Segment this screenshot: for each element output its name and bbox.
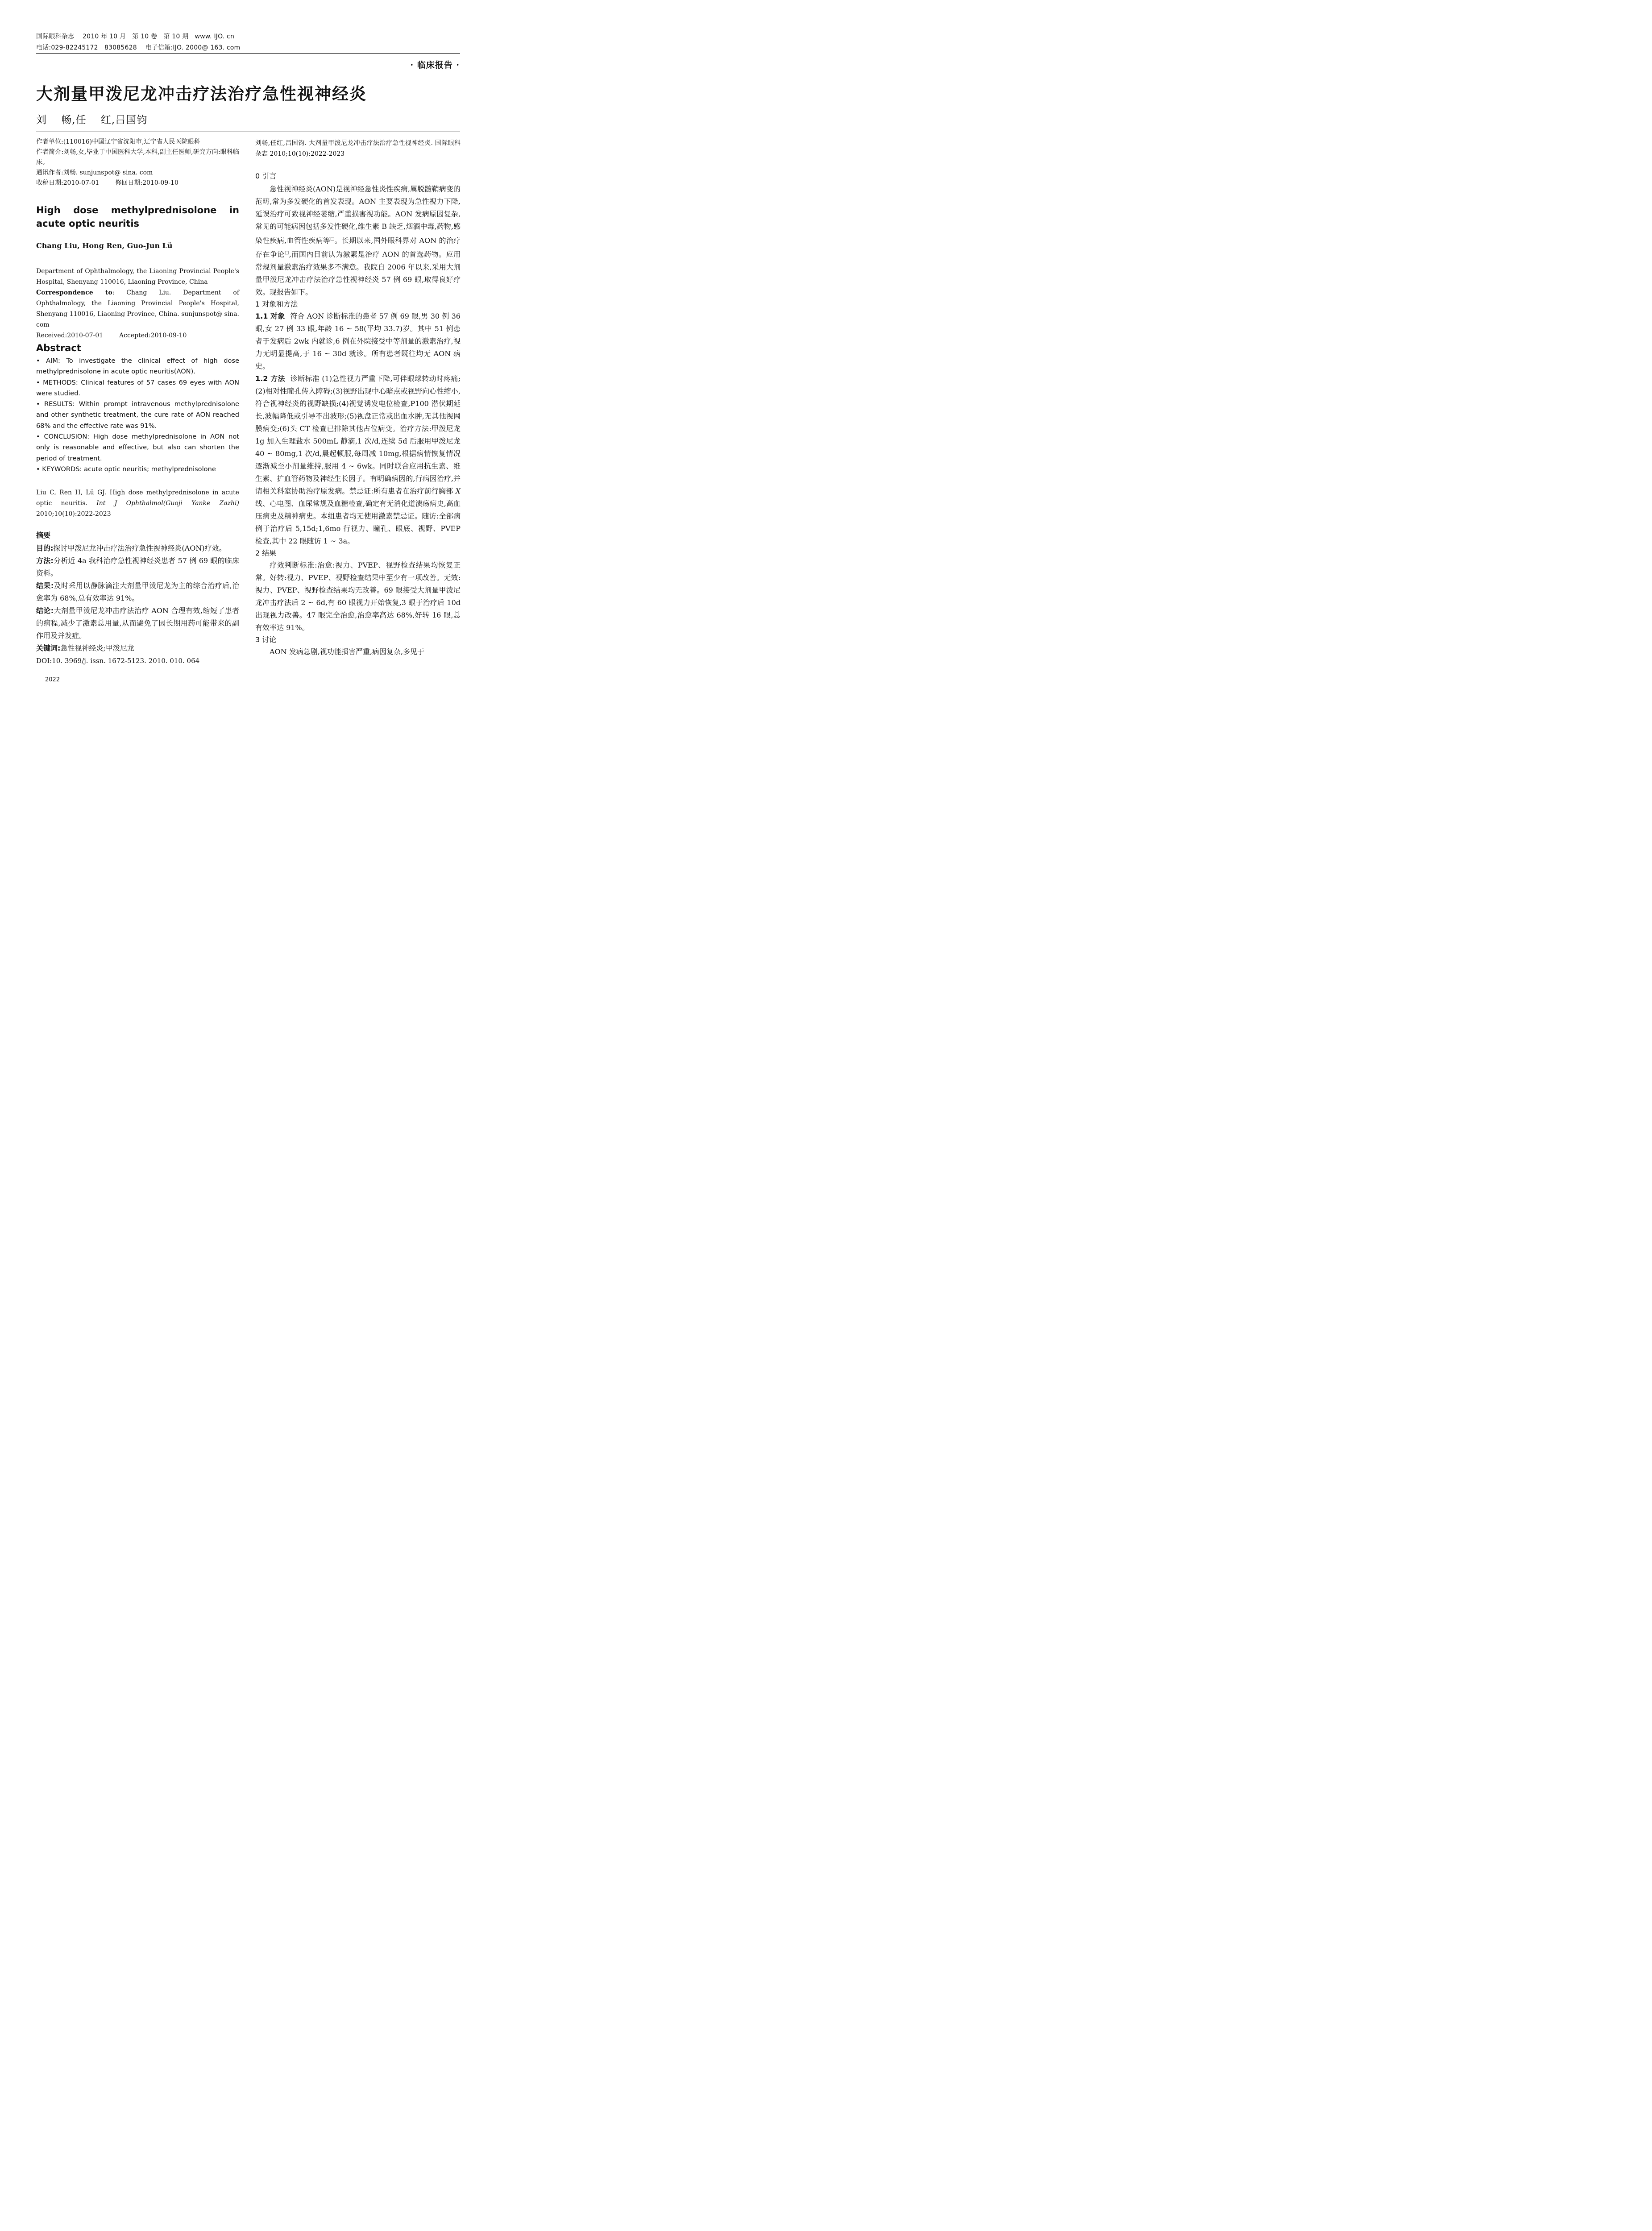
received-date-cn: 收稿日期:2010-07-01 (36, 179, 100, 187)
english-title: High dose methylprednisolone in acute optic neuritis (36, 205, 239, 229)
section-1-1-text: 符合 AON 诊断标准的患者 57 例 69 眼,男 30 例 36 眼,女 27 例 33 眼,年龄 16 ~ 58(平均 33.7)岁。其中 51 例患者于发病后 2wk 内就诊,6 例在外院接受中等剂量的激素治疗,视力无明显提高,于 16 ~ 30d 就诊。所有患者既往均无 AON 病史。 (255, 311, 461, 370)
citation-mark: □ (284, 250, 289, 256)
english-citation (36, 487, 239, 519)
english-citation-pre: Liu C, Ren H, Lü GJ. High dose methylprednisolone in acute optic neuritis. (36, 489, 239, 507)
english-dates (36, 330, 239, 341)
correspondence-label: Correspondence to (36, 289, 112, 296)
english-affiliation: Department of Ophthalmology, the Liaoning Provincial People's Hospital, Shenyang 110016, Liaoning Province, China (36, 268, 239, 286)
cn-abstract-keywords (36, 642, 239, 655)
revised-date-cn: 修回日期:2010-09-10 (115, 179, 178, 187)
affiliation-cn: 作者单位:(110016)中国辽宁省沈阳市,辽宁省人民医院眼科 (36, 138, 200, 145)
chinese-abstract-heading: 摘要 (36, 531, 51, 539)
abstract-body (36, 356, 239, 475)
cn-conclusion-text: 大剂量甲泼尼龙冲击疗法治疗 AON 合理有效,缩短了患者的病程,减少了激素总用量,从而避免了因长期用药可能带来的副作用及并发症。 (36, 606, 240, 640)
header-rule (36, 53, 460, 54)
english-citation-post: 2010;10(10):2022-2023 (36, 510, 111, 518)
cn-methods-text: 分析近 4a 我科治疗急性视神经炎患者 57 例 69 眼的临床资料。 (36, 556, 239, 577)
cn-methods-label: 方法: (36, 556, 54, 565)
chinese-abstract (36, 530, 239, 667)
section-0-heading: 0 引言 (255, 172, 277, 180)
section-1-2-label: 1.2 方法 (255, 374, 285, 383)
corresponding-author-cn: 通讯作者:刘畅. sunjunspot@ sina. com (36, 169, 153, 176)
correspondence-text: : Chang Liu. Department of Ophthalmology, the Liaoning Provincial People's Hospital, Shenyang 110016, Liaoning Province, China. sunjunspot@ sina. com (36, 289, 240, 328)
cn-results-label: 结果: (36, 581, 54, 590)
authors-cn: 刘 畅,任 红,吕国钧 (36, 114, 148, 126)
section-1-2-text-a: 诊断标准 (1)急性视力严重下降,可伴眼球转动时疼痛;(2)相对性瞳孔传入障碍;(3)视野出现中心暗点或视野向心性缩小,符合视神经炎的视野缺损;(4)视觉诱发电位检查,P100 潜伏期延长,波幅降低或引导不出波形;(5)视盘正常或出血水肿,无其他视网膜病变;(6)头 CT 检查已排除其他占位病变。治疗方法:甲泼尼龙 1g 加入生理盐水 500mL 静滴,1 次/d,连续 5d 后服用甲泼尼龙 40 ~ 80mg,1 次/d,晨起顿服,每周减 10mg,根据病情恢复情况逐渐减至小剂量维持,服用 4 ~ 6wk。同时联合应用抗生素、维生素、扩血管药物及神经生长因子。有明确病因的,行病因治疗,并请相关科室协助治疗原发病。禁忌证:所有患者在治疗前行胸部 (255, 374, 461, 495)
section-2-paragraph: 疗效判断标准:治愈:视力、PVEP、视野检查结果均恢复正常。好转:视力、PVEP、视野检查结果中至少有一项改善。无效:视力、PVEP、视野检查结果均无改善。69 眼接受大剂量甲泼尼龙冲击疗法后 2 ~ 6d,有 60 眼视力开始恢复,3 眼于治疗后 10d 出现视力改善。47 眼完全治愈,治愈率高达 68%,好转 16 眼,总有效率达 91%。 (255, 560, 461, 632)
cn-abstract-conclusion (36, 605, 239, 642)
intro-text-b: 。长期以来,国外眼科界对 AON 的治疗存在争论 (255, 236, 461, 259)
cn-abstract-aim (36, 542, 239, 555)
english-accepted-date: Accepted:2010-09-10 (119, 332, 187, 339)
english-received-date: Received:2010-07-01 (36, 332, 104, 339)
author-info (36, 137, 239, 188)
section-3-heading: 3 讨论 (255, 635, 277, 644)
section-1-2-xray: X (455, 486, 461, 495)
english-affiliation-block (36, 266, 239, 341)
english-authors: Chang Liu, Hong Ren, Guo-Jun Lü (36, 241, 173, 250)
doi: DOI:10. 3969/j. issn. 1672-5123. 2010. 010. 064 (36, 657, 200, 665)
journal-header-line1: 国际眼科杂志 2010 年 10 月 第 10 卷 第 10 期 www. IJO. cn (36, 33, 235, 40)
article-title: 大剂量甲泼尼龙冲击疗法治疗急性视神经炎 (36, 84, 367, 104)
section-1-heading: 1 对象和方法 (255, 299, 298, 308)
section-1-1-label: 1.1 对象 (255, 311, 285, 320)
section-1-2 (255, 373, 461, 547)
abstract-methods: • METHODS: Clinical features of 57 cases 69 eyes with AON were studied. (36, 378, 239, 397)
cn-abstract-results (36, 580, 239, 605)
intro-text-c: ,而国内目前认为激素是治疗 AON 的首选药物。应用常规剂量激素治疗效果多不满意。我院自 2006 年以来,采用大剂量甲泼尼龙冲击疗法治疗急性视神经炎 57 例 69 眼,取得良好疗效。现报告如下。 (255, 250, 461, 296)
abstract-conclusion: • CONCLUSION: High dose methylprednisolone in AON not only is reasonable and effective, but also can shorten the period of treatment. (36, 433, 239, 462)
dates-cn (36, 178, 239, 188)
section-3-paragraph: AON 发病急剧,视功能损害严重,病因复杂,多见于 (270, 647, 425, 656)
page-number: 2022 (45, 676, 60, 683)
abstract-results: • RESULTS: Within prompt intravenous methylprednisolone and other synthetic treatment, the cure rate of AON reached 68% and the effective rate was 91%. (36, 400, 239, 430)
journal-header-line2: 电话:029-82245172 83085628 电子信箱:IJO. 2000@ 163. com (36, 44, 241, 51)
article-body (255, 170, 461, 658)
cn-aim-label: 目的: (36, 544, 54, 552)
correspondence (36, 287, 239, 330)
cn-keywords-text: 急性视神经炎;甲泼尼龙 (60, 644, 134, 652)
cn-conclusion-label: 结论: (36, 606, 54, 615)
abstract-heading: Abstract (36, 343, 81, 353)
english-citation-journal: Int J Ophthalmol(Guoji Yanke Zazhi) (96, 500, 240, 507)
cn-keywords-label: 关键词: (36, 644, 61, 652)
author-bio-cn: 作者简介:刘畅,女,毕业于中国医科大学,本科,副主任医师,研究方向:眼科临床。 (36, 149, 239, 166)
section-1-2-text-b: 线、心电图、血尿常规及血糖检查,确定有无消化道溃疡病史,高血压病史及精神病史。本组患者均无使用激素禁忌证。随访:全部病例于治疗后 5,15d;1,6mo 行视力、瞳孔、眼底、视野、PVEP 检查,其中 22 眼随访 1 ~ 3a。 (255, 499, 461, 545)
chinese-citation: 刘畅,任红,吕国钧. 大剂量甲泼尼龙冲击疗法治疗急性视神经炎. 国际眼科杂志 2010;10(10):2022-2023 (255, 140, 461, 158)
section-0-paragraph (255, 183, 461, 299)
section-tag: · 临床报告 · (410, 60, 460, 70)
cn-aim-text: 探讨甲泼尼龙冲击疗法治疗急性视神经炎(AON)疗效。 (53, 544, 226, 552)
citation-mark: □ (330, 236, 335, 241)
intro-text-a: 急性视神经炎(AON)是视神经急性炎性疾病,属脱髓鞘病变的范畴,常为多发硬化的首发表现。AON 主要表现为急性视力下降,延误治疗可致视神经萎缩,严重损害视功能。AON 发病原因复杂,常见的可能病因包括多发性硬化,维生素 B 缺乏,烟酒中毒,药物,感染性疾病,血管性疾病等 (255, 185, 461, 245)
abstract-aim: • AIM: To investigate the clinical effect of high dose methylprednisolone in acute optic neuritis(AON). (36, 357, 239, 376)
abstract-keywords: • KEYWORDS: acute optic neuritis; methylprednisolone (36, 465, 216, 473)
section-1-1 (255, 310, 461, 373)
section-2-heading: 2 结果 (255, 548, 277, 557)
cn-abstract-methods (36, 555, 239, 580)
cn-results-text: 及时采用以静脉滴注大剂量甲泼尼龙为主的综合治疗后,治愈率为 68%,总有效率达 91%。 (36, 581, 239, 602)
